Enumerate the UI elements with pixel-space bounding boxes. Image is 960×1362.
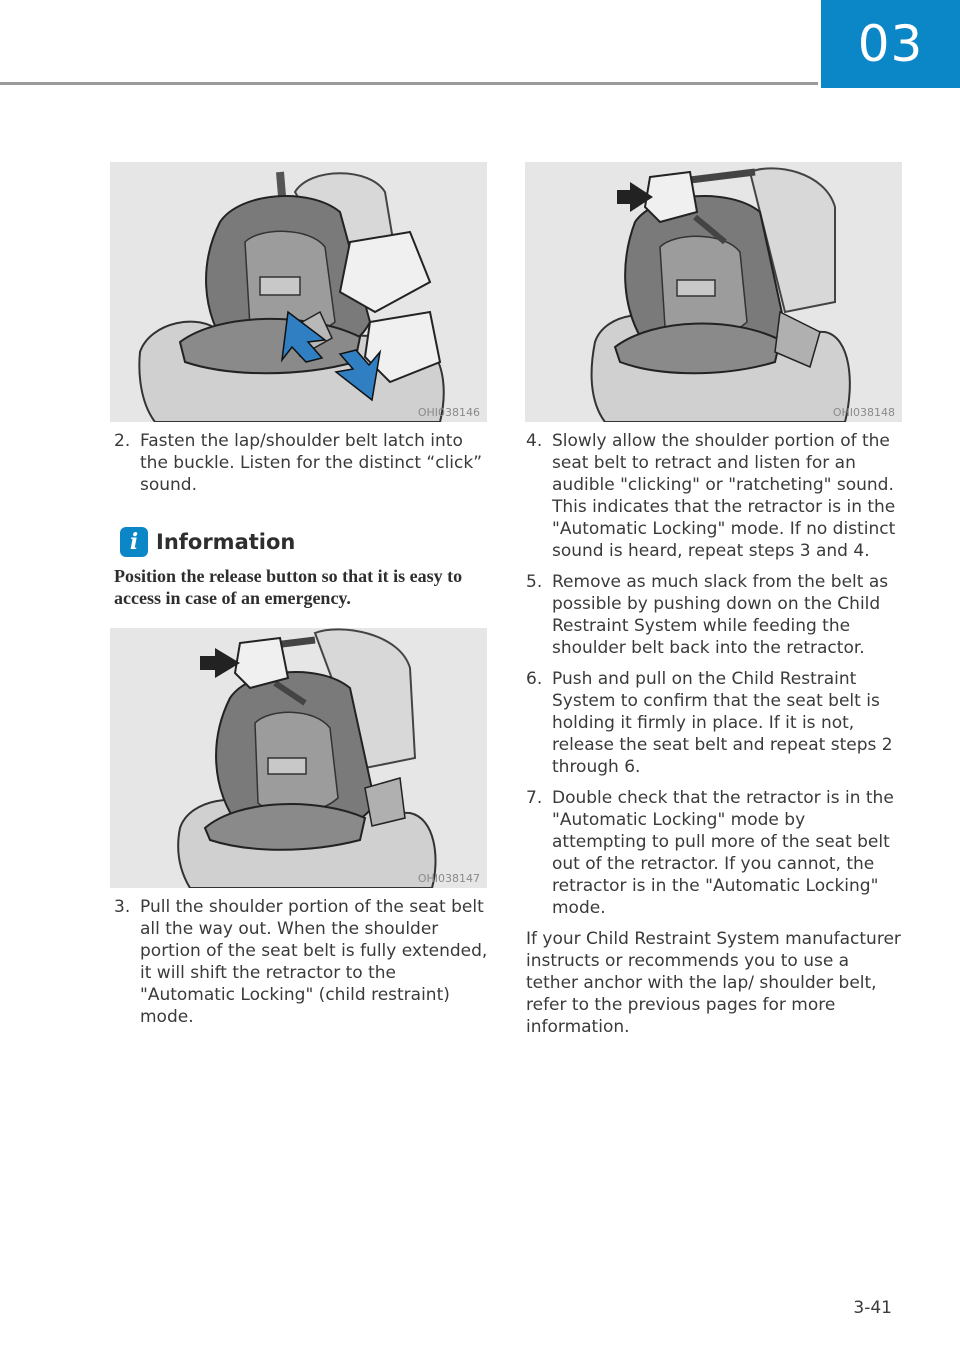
info-icon: i [120, 527, 148, 557]
step-text: Fasten the lap/shoulder belt latch into the buckle. Listen for the distinct “click” sound. [140, 431, 483, 495]
page-number: 3-41 [853, 1298, 892, 1318]
figure-fasten-buckle [110, 162, 487, 422]
step-text: Remove as much slack from the belt as possible by pushing down on the Child Restraint System while feeding the shoulder belt back into the retractor. [552, 572, 889, 658]
closing-paragraph: If your Child Restraint System manufacturer instructs or recommends you to use a tether anchor with the lap/ shoulder belt, refer to the previous pages for more information. [526, 929, 901, 1037]
step-text: Double check that the retractor is in the "Automatic Locking" mode by attempting to pull more of the seat belt out of the retractor. If you cannot, the retractor is in the "Automatic Locking" mode. [552, 788, 894, 918]
chapter-tab: 03 [821, 0, 960, 88]
step-number: 2. [114, 431, 131, 451]
child-seat-retract-illustration [525, 162, 902, 422]
step-number: 7. [526, 788, 543, 808]
step-item [526, 430, 904, 562]
figure-pull-belt [110, 628, 487, 888]
step-number: 6. [526, 669, 543, 689]
figure-code: OHI038146 [417, 406, 480, 419]
left-steps-group-1 [114, 430, 492, 505]
step-text: Pull the shoulder portion of the seat belt all the way out. When the shoulder portion of the seat belt is fully extended, it will shift the retractor to the "Automatic Locking" (child restraint) mode. [140, 897, 488, 1027]
figure-code: OHI038148 [832, 406, 895, 419]
step-text: Slowly allow the shoulder portion of the seat belt to retract and listen for an audible "clicking" or "ratcheting" sound. This indicates that the retractor is in the "Automatic Locking" mode. If no distinct sound is heard, repeat steps 3 and 4. [552, 431, 896, 561]
information-body: Position the release button so that it is easy to access in case of an emergency. [114, 566, 463, 608]
left-steps-group-2 [114, 896, 492, 1037]
step-item [526, 571, 904, 659]
child-seat-buckle-illustration [110, 162, 487, 422]
step-item [526, 787, 904, 919]
step-item [526, 668, 904, 778]
step-number: 3. [114, 897, 131, 917]
step-text: Push and pull on the Child Restraint System to confirm that the seat belt is holding it firmly in place. If it is not, release the seat belt and repeat steps 2 through 6. [552, 669, 893, 777]
header-rule [0, 82, 818, 85]
step-item [114, 430, 492, 496]
figure-retract-belt [525, 162, 902, 422]
child-seat-pull-illustration [110, 628, 487, 888]
step-number: 4. [526, 431, 543, 451]
step-number: 5. [526, 572, 543, 592]
step-item [114, 896, 492, 1028]
figure-code: OHI038147 [417, 872, 480, 885]
information-title: Information [156, 530, 296, 554]
right-steps [526, 430, 904, 1038]
information-heading [120, 525, 295, 559]
